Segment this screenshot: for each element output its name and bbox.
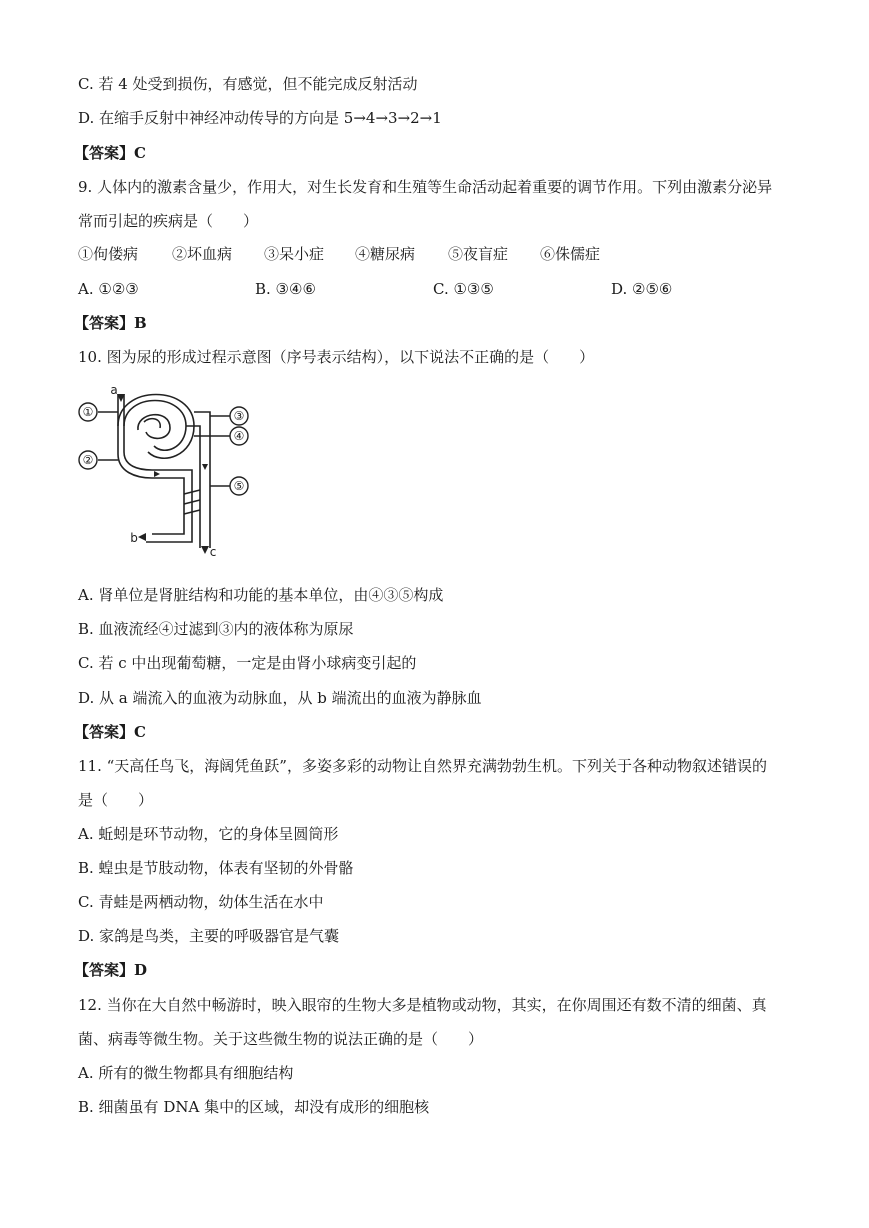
q8-answer-text: 【答案】C [74,144,146,162]
q10-stem: 10. 图为尿的形成过程示意图（序号表示结构），以下说法不正确的是（ ） [78,348,595,366]
q11-stem-line2: 是（ ） [78,791,154,809]
q12-option-a: A. 所有的微生物都具有细胞结构 [78,1064,294,1082]
q10-option-d: D. 从 a 端流入的血液为动脉血，从 b 端流出的血液为静脉血 [78,689,482,707]
q11-answer-text: 【答案】D [74,961,148,979]
q12-option-b: B. 细菌虽有 DNA 集中的区域，却没有成形的细胞核 [78,1098,430,1116]
q10-answer [74,722,146,742]
q9-stem-line2: 常而引起的疾病是（ ） [78,212,259,230]
q9-item: ⑥侏儒症 [540,245,601,263]
q9-item: ⑤夜盲症 [448,245,509,263]
label-c: c [209,545,217,558]
flow-arrow-c [201,546,209,554]
q8-option-d: D. 在缩手反射中神经冲动传导的方向是 5→4→3→2→1 [78,109,442,127]
label-3: ③ [233,409,245,423]
label-4: ④ [233,429,245,443]
q10-option-a: A. 肾单位是肾脏结构和功能的基本单位，由④③⑤构成 [78,586,444,604]
q9-items [78,244,798,264]
q9-item: ①佝偻病 [78,245,139,263]
q11-stem-line1: 11. “天高任鸟飞，海阔凭鱼跃”，多姿多彩的动物让自然界充满勃勃生机。下列关于各种动物叙述错误的 [78,757,767,775]
q9-option-c: C. ①③⑤ [433,280,494,298]
q9-answer-text: 【答案】B [74,314,147,332]
q10-option-c: C. 若 c 中出现葡萄糖，一定是由肾小球病变引起的 [78,654,417,672]
q9-stem-line1: 9. 人体内的激素含量少，作用大，对生长发育和生殖等生命活动起着重要的调节作用。下列由激素分泌异 [78,178,773,196]
q11-option-d: D. 家鸽是鸟类，主要的呼吸器官是气囊 [78,927,340,945]
q10-option-b: B. 血液流经④过滤到③内的液体称为原尿 [78,620,354,638]
q11-option-b: B. 蝗虫是节肢动物，体表有坚韧的外骨骼 [78,859,354,877]
q9-item: ③呆小症 [264,245,325,263]
q8-option-c: C. 若 4 处受到损伤，有感觉，但不能完成反射活动 [78,75,418,93]
label-a: a [110,383,118,397]
q9-item: ④糖尿病 [355,245,416,263]
q9-option-a: A. ①②③ [78,280,139,298]
label-2: ② [82,453,94,467]
label-5: ⑤ [233,479,245,493]
q11-option-a: A. 蚯蚓是环节动物，它的身体呈圆筒形 [78,825,339,843]
q9-option-d: D. ②⑤⑥ [611,280,673,298]
q11-option-c: C. 青蛙是两栖动物，幼体生活在水中 [78,893,324,911]
q12-stem-line2: 菌、病毒等微生物。关于这些微生物的说法正确的是（ ） [78,1030,484,1048]
q8-answer [74,143,146,163]
q9-options [78,279,798,299]
q12-stem-line1: 12. 当你在大自然中畅游时，映入眼帘的生物大多是植物或动物，其实，在你周围还有数不清的细菌、真 [78,996,767,1014]
q11-answer [74,960,147,980]
q9-item: ②坏血病 [172,245,233,263]
flow-arrow-b [138,533,146,541]
nephron-diagram [76,382,276,558]
q9-option-b: B. ③④⑥ [255,280,316,298]
label-1: ① [82,405,94,419]
q9-answer [74,313,147,333]
q10-answer-text: 【答案】C [74,723,146,741]
label-b: b [130,531,138,545]
